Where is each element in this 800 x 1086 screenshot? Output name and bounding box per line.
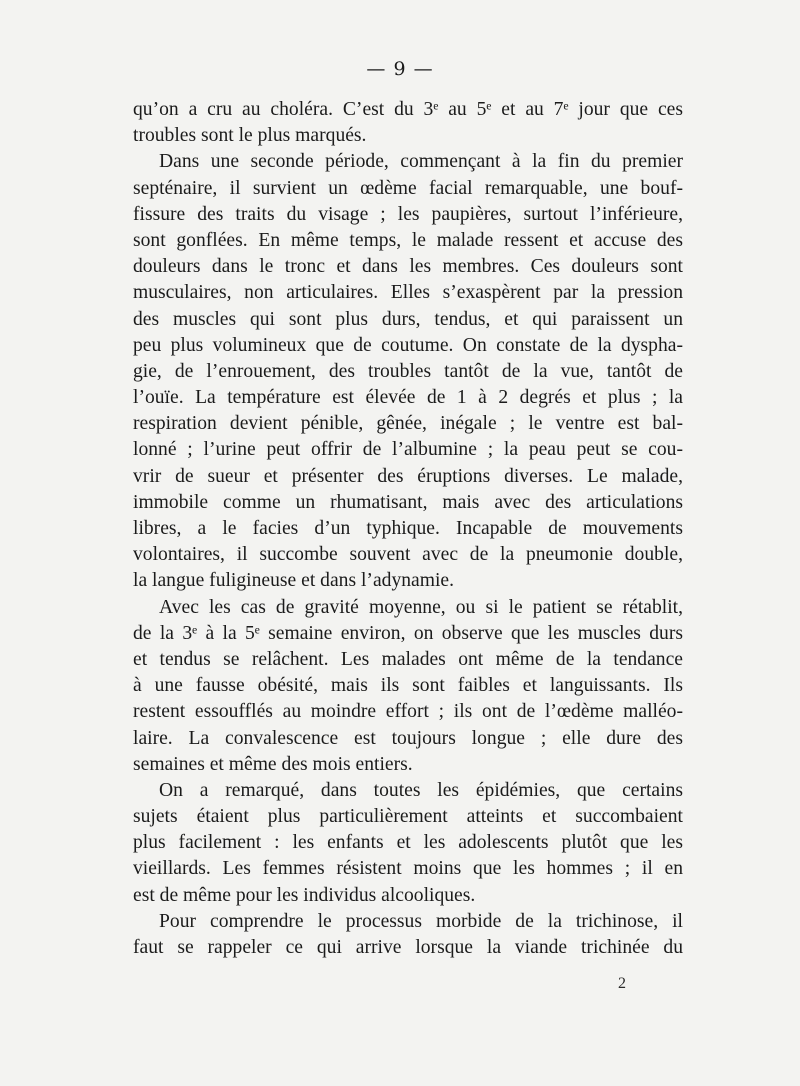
paragraph-5	[133, 909, 683, 961]
text-line: à une fausse obésité, mais ils sont faibles et languissants. Ils	[133, 675, 683, 697]
text-line: gie, de l’enrouement, des troubles tantôt de la vue, tantôt de	[133, 360, 683, 382]
text-line: On a remarqué, dans toutes les épidémies, que certains	[159, 779, 683, 801]
text-line: laire. La convalescence est toujours longue ; elle dure des	[133, 727, 683, 749]
text-line: vieillards. Les femmes résistent moins que les hommes ; il en	[133, 858, 683, 880]
text-line: troubles sont le plus marqués.	[133, 125, 367, 147]
text-line: des muscles qui sont plus durs, tendus, et qui paraissent un	[133, 308, 683, 330]
text-line: peu plus volumineux que de coutume. On constate de la dyspha-	[133, 334, 683, 356]
signature-mark: 2	[618, 975, 626, 992]
paragraph-1	[133, 97, 683, 149]
text-line: qu’on a cru au choléra. C’est du 3ᵉ au 5ᵉ et au 7ᵉ jour que ces	[133, 99, 683, 120]
paragraph-3	[133, 595, 683, 778]
text-line: lonné ; l’urine peut offrir de l’albumine ; la peau peut se cou-	[133, 439, 683, 461]
body-text	[133, 97, 683, 961]
text-line: restent essoufflés au moindre effort ; ils ont de l’œdème malléo-	[133, 701, 683, 723]
text-line: et tendus se relâchent. Les malades ont même de la tendance	[133, 648, 683, 670]
text-line: Dans une seconde période, commençant à la fin du premier	[159, 151, 683, 173]
text-line: vrir de sueur et présenter des éruptions diverses. Le malade,	[133, 465, 683, 487]
text-line: Avec les cas de gravité moyenne, ou si le patient se rétablit,	[159, 596, 683, 618]
text-line: volontaires, il succombe souvent avec de la pneumonie double,	[133, 544, 683, 566]
text-line: plus facilement : les enfants et les adolescents plutôt que les	[133, 832, 683, 854]
text-line: la langue fuligineuse et dans l’adynamie.	[133, 570, 455, 592]
text-line: de la 3ᵉ à la 5ᵉ semaine environ, on observe que les muscles durs	[133, 622, 683, 644]
paragraph-2	[133, 149, 683, 594]
text-line: semaines et même des mois entiers.	[133, 753, 413, 775]
text-line: Pour comprendre le processus morbide de la trichinose, il	[159, 910, 683, 932]
text-line: sujets étaient plus particulièrement atteints et succombaient	[133, 806, 683, 828]
text-line: l’ouïe. La température est élevée de 1 à 2 degrés et plus ; la	[133, 387, 683, 409]
text-line: respiration devient pénible, gênée, inégale ; le ventre est bal-	[133, 413, 683, 435]
text-line: libres, a le facies d’un typhique. Incapable de mouvements	[133, 518, 683, 539]
text-line: musculaires, non articulaires. Elles s’exaspèrent par la pression	[133, 282, 683, 304]
text-line: sont gonflées. En même temps, le malade ressent et accuse des	[133, 229, 683, 251]
text-line: douleurs dans le tronc et dans les membres. Ces douleurs sont	[133, 256, 683, 278]
text-line: faut se rappeler ce qui arrive lorsque la viande trichinée du	[133, 937, 683, 958]
text-line: fissure des traits du visage ; les paupières, surtout l’inférieure,	[133, 203, 683, 225]
page-number: — 9 —	[366, 58, 434, 80]
text-line: immobile comme un rhumatisant, mais avec des articulations	[133, 491, 683, 513]
paragraph-4	[133, 778, 683, 909]
text-line: septénaire, il survient un œdème facial remarquable, une bouf-	[133, 177, 683, 199]
text-line: est de même pour les individus alcooliques.	[133, 884, 476, 906]
